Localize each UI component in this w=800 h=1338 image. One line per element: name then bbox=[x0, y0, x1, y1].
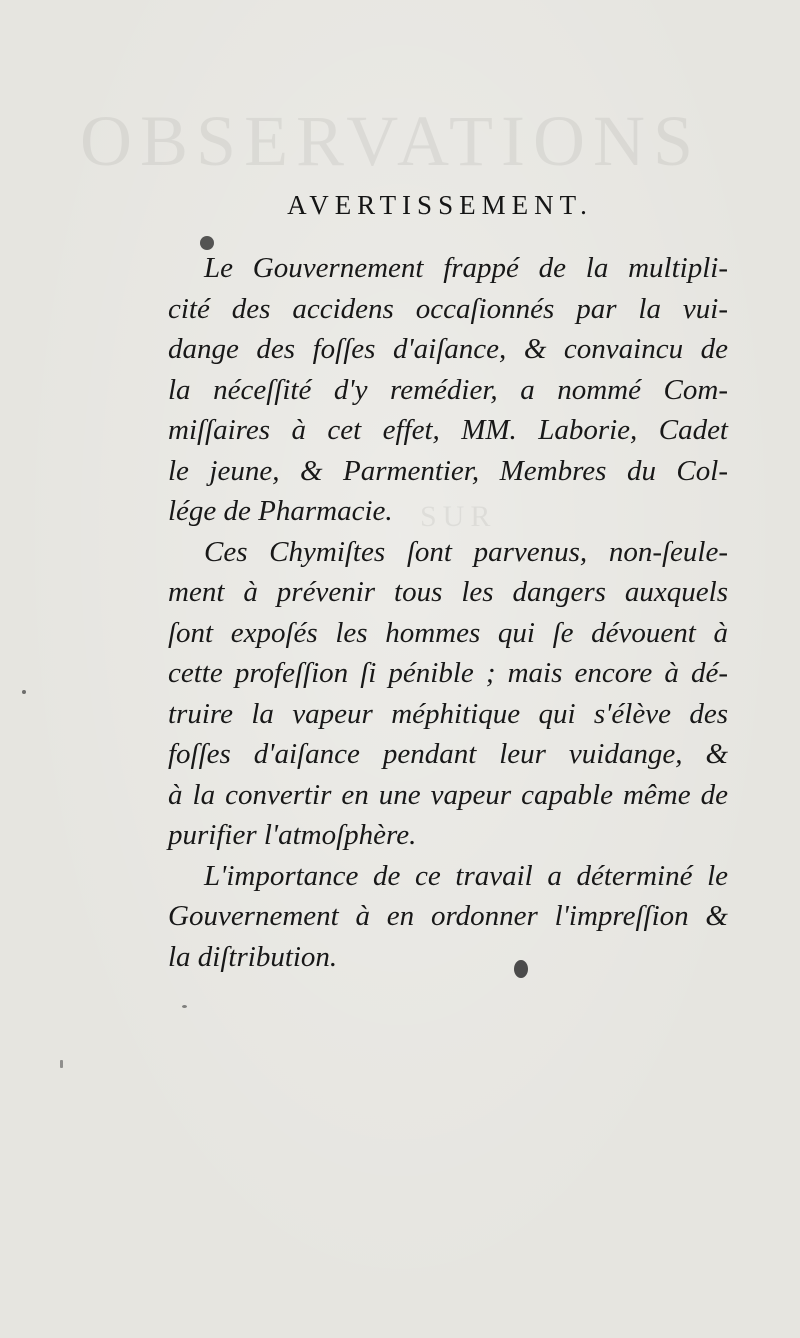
ink-spot bbox=[60, 1060, 63, 1068]
text-line: truire la vapeur méphitique qui s'élève des bbox=[168, 697, 728, 730]
text-line: purifier l'atmoſphère. bbox=[168, 819, 417, 851]
text-line: foſſes d'aiſance pendant leur vuidange, & bbox=[168, 738, 728, 770]
text-line: cité des accidens occaſionnés par la vui- bbox=[168, 292, 728, 325]
text-line: miſſaires à cet effet, MM. Laborie, Cadet bbox=[168, 414, 728, 446]
text-line: lége de Pharmacie. bbox=[168, 495, 393, 527]
document-body bbox=[168, 248, 728, 977]
text-line: Le Gouvernement frappé de la multipli- bbox=[204, 252, 728, 284]
text-line: L'importance de ce travail a déterminé le bbox=[204, 859, 728, 892]
text-line: Gouvernement à en ordonner l'impreſſion & bbox=[168, 900, 728, 932]
show-through: SUR bbox=[420, 500, 497, 533]
show-through: OBSERVATIONS bbox=[80, 101, 702, 181]
text-line: la diſtribution. bbox=[168, 940, 338, 973]
text-line: à la convertir en une vapeur capable même de bbox=[168, 778, 728, 811]
text-line: ment à prévenir tous les dangers auxquels bbox=[168, 576, 728, 608]
ink-spot bbox=[22, 690, 26, 694]
text-line: dange des foſſes d'aiſance, & convaincu de bbox=[168, 333, 728, 365]
text-line: ſont expoſés les hommes qui ſe dévouent à bbox=[168, 616, 728, 649]
text-line: cette profeſſion ſi pénible ; mais encore à dé- bbox=[168, 657, 728, 689]
text-line: la néceſſité d'y remédier, a nommé Com- bbox=[168, 373, 728, 406]
ink-spot bbox=[514, 960, 528, 978]
text-line: le jeune, & Parmentier, Membres du Col- bbox=[168, 454, 728, 487]
ink-spot bbox=[200, 236, 214, 250]
text-line: Ces Chymiſtes ſont parvenus, non-ſeule- bbox=[204, 535, 728, 568]
ink-spot bbox=[182, 1005, 187, 1008]
page-title: AVERTISSEMENT. bbox=[287, 190, 593, 220]
